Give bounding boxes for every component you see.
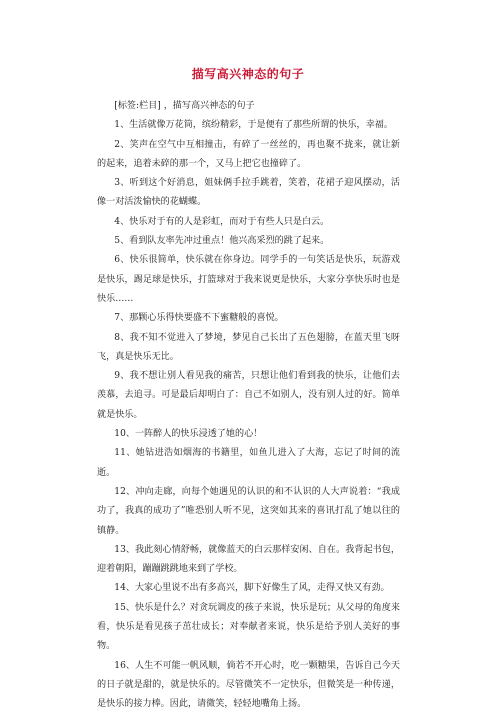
paragraph-4: 4、快乐对于有的人是彩虹，而对于有些人只是白云。 bbox=[114, 216, 330, 227]
paragraph-12: 12、冲向走廊，向每个她遇见的认识的和不认识的人大声说着：“我成功了，我真的成功了”唯恐别人听不见，这突如其来的喜讯打乱了她以往的镇静。 bbox=[97, 486, 400, 536]
paragraph-13: 13、我此刻心情舒畅，就像蓝天的白云那样安闲、自在。我背起书包，迎着朝阳，蹦蹦跳跳地来到了学校。 bbox=[97, 544, 400, 575]
paragraph-11: 11、她钻进浩如烟海的书籍里，如鱼儿进入了大海，忘记了时间的流逝。 bbox=[97, 448, 400, 478]
paragraph-10: 10、一阵醉人的快乐浸透了她的心！ bbox=[114, 429, 263, 440]
paragraph-8: 8、我不知不觉进入了梦境，梦见自己长出了五色翅膀，在蓝天里飞呀飞，真是快乐无比。 bbox=[97, 332, 400, 362]
paragraph-14: 14、大家心里说不出有多高兴，脚下好像生了风，走得又快又有劲。 bbox=[114, 583, 390, 594]
document-title: 描写高兴神态的句子 bbox=[191, 67, 305, 81]
paragraph-16: 16、人生不可能一帆风顺，倘若不开心时，吃一颗糖果，告诉自己今天的日子就是甜的，就是快乐的。尽管微笑不一定快乐，但微笑是一种传递，是快乐的接力棒。因此，请微笑，轻轻地嘴角上扬。 bbox=[97, 660, 400, 710]
paragraph-1: 1、生活就像万花筒，缤纷精彩，于是便有了那些所谓的快乐，幸福。 bbox=[114, 120, 393, 131]
tag-line: [标签:栏目] ，描写高兴神态的句子 bbox=[114, 101, 255, 111]
paragraph-7: 7、那颗心乐得快要盛不下蜜糖般的喜悦。 bbox=[114, 313, 284, 324]
paragraph-5: 5、看到队友率先冲过重点！他兴高采烈的跳了起来。 bbox=[114, 236, 330, 247]
paragraph-6: 6、快乐很简单，快乐就在你身边。同学手的一句笑话是快乐，玩游戏是快乐，踢足球是快乐，打篮球对于我来说更是快乐，大家分享快乐时也是快乐…… bbox=[97, 255, 400, 304]
paragraph-15: 15、快乐是什么？对贪玩调皮的孩子来说，快乐是玩；从父母的角度来看，快乐是看见孩子茁壮成长；对奉献者来说，快乐是给予别人美好的事物。 bbox=[97, 602, 400, 652]
paragraph-9: 9、我不想让别人看见我的痛苦，只想让他们看到我的快乐，让他们去羡慕，去追寻。可是最后却明白了：自己不如别人，没有别人过的好。简单就是快乐。 bbox=[97, 371, 400, 420]
document-body bbox=[97, 97, 400, 715]
paragraph-2: 2、笑声在空气中互相撞击，有碎了一丝丝的，再也聚不拢来，就让新的起来，追着未碎的那一个，又马上把它也撞碎了。 bbox=[97, 139, 400, 169]
paragraph-3: 3、听到这个好消息，姐妹俩手拉手跳着，笑着，花裙子迎风摆动，活像一对活泼愉快的花蝴蝶。 bbox=[97, 178, 400, 208]
